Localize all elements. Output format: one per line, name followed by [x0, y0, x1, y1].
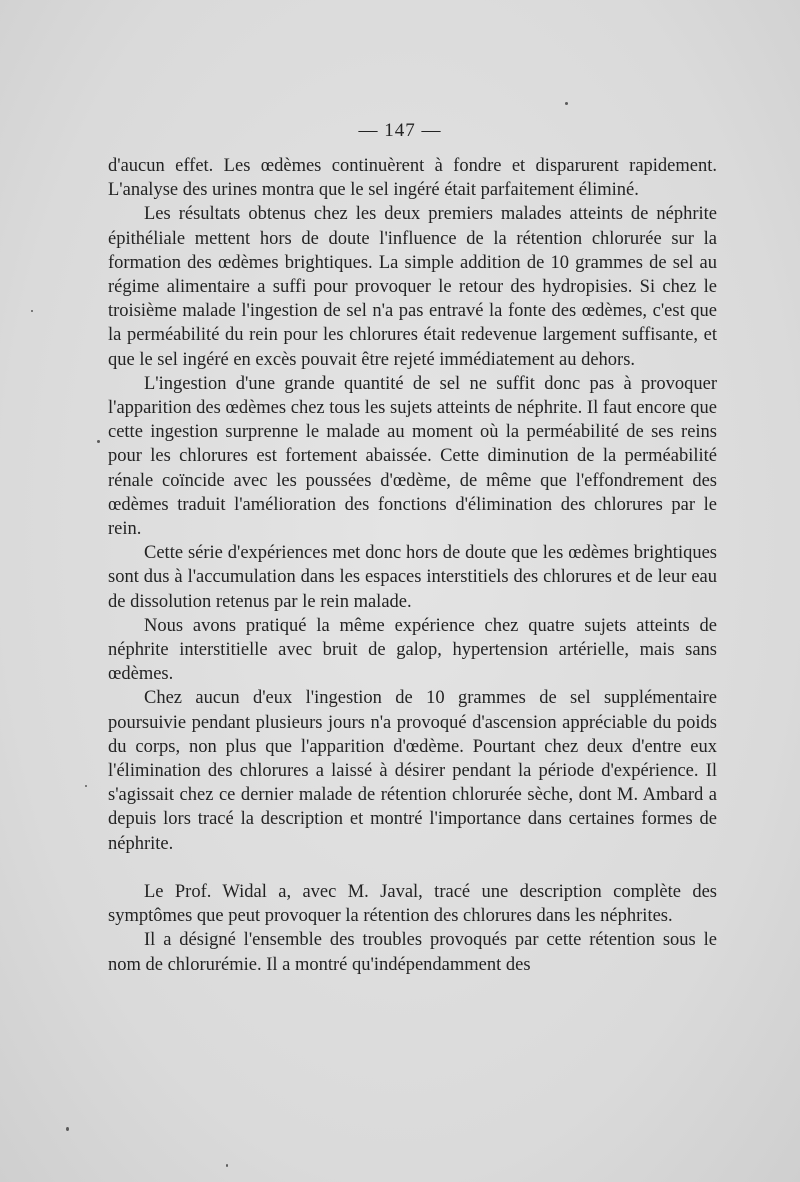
paragraph: Le Prof. Widal a, avec M. Javal, tracé une description complète des symptômes que peut provoquer la rétention des chlorures dans les néphrites. — [108, 881, 717, 927]
body-text — [108, 154, 717, 977]
scan-speck — [226, 1164, 228, 1167]
paragraph: Les résultats obtenus chez les deux premiers malades atteints de néphrite épithéliale mettent hors de doute l'influence de la rétention chlorurée sur la formation des œdèmes brightiques. La simple addition de 10 grammes de sel au régime alimentaire a suffi pour provoquer le retour des hydropisies. Si chez le troisième malade l'ingestion de sel n'a pas entravé la fonte des œdèmes, c'est que la perméabilité du rein pour les chlorures était redevenue largement suffisante, et que le sel ingéré en excès pouvait être rejeté immédiatement au dehors. — [108, 204, 717, 370]
paragraph: d'aucun effet. Les œdèmes continuèrent à fondre et disparurent rapidement. L'analyse des urines montra que le sel ingéré était parfaitement éliminé. — [108, 156, 717, 201]
scan-speck — [85, 785, 87, 787]
scan-speck — [565, 102, 568, 105]
paragraph: Cette série d'expériences met donc hors de doute que les œdèmes brightiques sont dus à l'accumulation dans les espaces interstitiels des chlorures et de leur eau de dissolution retenus par le rein malade. — [108, 543, 717, 612]
scan-speck — [66, 1127, 69, 1131]
paragraph: Chez aucun d'eux l'ingestion de 10 grammes de sel supplémentaire poursuivie pendant plusieurs jours n'a provoqué d'ascension appréciable du poids du corps, non plus que l'apparition d'œdème. Pourtant chez deux d'entre eux l'élimination des chlorures a laissé à désirer pendant la période d'expérience. Il s'agissait chez ce dernier malade de rétention chlorurée sèche, dont M. Ambard a depuis lors tracé la description et montré l'importance dans certaines formes de néphrite. — [108, 688, 717, 854]
scan-speck — [31, 310, 33, 312]
scan-speck — [97, 440, 100, 443]
paragraph: Il a désigné l'ensemble des troubles provoqués par cette rétention sous le nom de chlorurémie. Il a montré qu'indépendamment des — [108, 930, 717, 975]
paragraph: Nous avons pratiqué la même expérience chez quatre sujets atteints de néphrite interstitielle avec bruit de galop, hypertension artérielle, mais sans œdèmes. — [108, 615, 717, 685]
paragraph: L'ingestion d'une grande quantité de sel ne suffit donc pas à provoquer l'apparition des œdèmes chez tous les sujets atteints de néphrite. Il faut encore que cette ingestion surprenne le malade au moment où la perméabilité de ses reins pour les chlorures est fortement abaissée. Cette diminution de la perméabilité rénale coïncide avec les poussées d'œdème, de même que l'effondrement des œdèmes traduit l'amélioration des fonctions d'élimination des chlorures par le rein. — [108, 373, 717, 540]
page-number: — 147 — — [358, 120, 442, 141]
